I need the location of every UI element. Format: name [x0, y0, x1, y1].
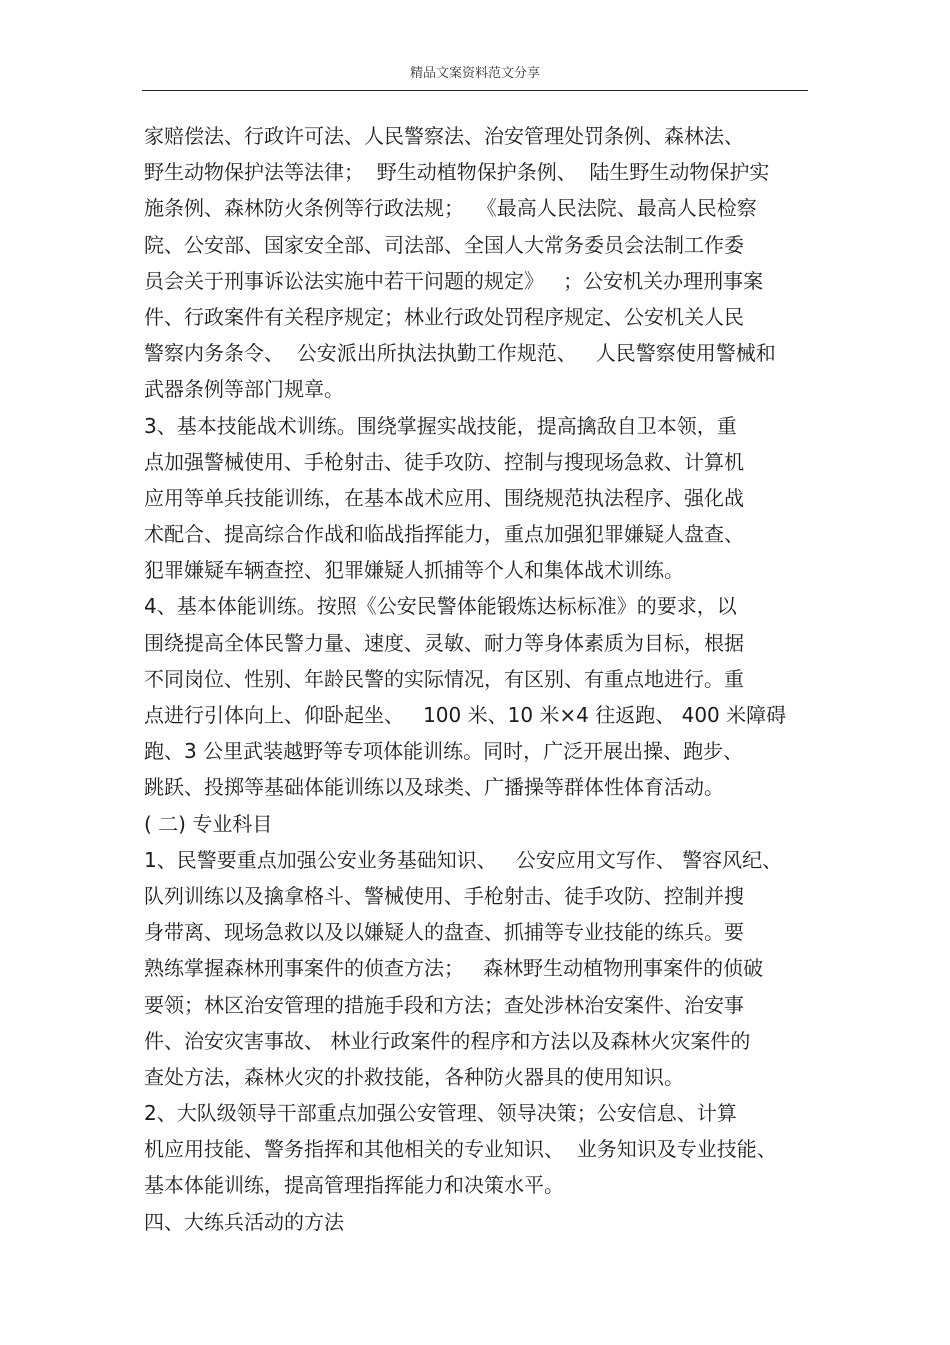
text-line: 基本体能训练，提高管理指挥能力和决策水平。: [144, 1173, 564, 1198]
text-line: 身带离、现场急救以及以嫌疑人的盘查、抓捕等专业技能的练兵。要: [144, 920, 744, 945]
text-line: 件、行政案件有关程序规定；林业行政处罚程序规定、公安机关人民: [144, 304, 744, 329]
text-line: 跑、3 公里武装越野等专项体能训练。同时，广泛开展出操、跑步、: [144, 739, 744, 764]
text-line: 点进行引体向上、仰卧起坐、 100 米、10 米×4 往返跑、 400 米障碍: [144, 703, 787, 727]
text-line: 应用等单兵技能训练，在基本战术应用、围绕规范执法程序、强化战: [144, 485, 744, 510]
text-line: 围绕提高全体民警力量、速度、灵敏、耐力等身体素质为目标，根据: [144, 630, 744, 655]
section-item-2: 2、大队级领导干部重点加强公安管理、领导决策；公安信息、计算: [144, 1101, 737, 1126]
text-line: 不同岗位、性别、年龄民警的实际情况，有区别、有重点地进行。重: [144, 666, 744, 691]
section-item-3: 3、基本技能战术训练。围绕掌握实战技能，提高擒敌自卫本领，重: [144, 413, 737, 438]
text-line: 件、治安灾害事故、 林业行政案件的程序和方法以及森林火灾案件的: [144, 1028, 751, 1053]
text-line: 要领；林区治安管理的措施手段和方法；查处涉林治安案件、治安事: [144, 992, 744, 1017]
text-line: 员会关于刑事诉讼法实施中若干问题的规定》 ；公安机关办理刑事案: [144, 268, 764, 293]
text-line: 跳跃、投掷等基础体能训练以及球类、广播操等群体性体育活动。: [144, 775, 724, 800]
section-item-1: 1、民警要重点加强公安业务基础知识、 公安应用文写作、 警容风纪、: [144, 847, 783, 872]
section-item-4: 4、基本体能训练。按照《公安民警体能锻炼达标标准》的要求，以: [144, 594, 737, 619]
section-heading: 四、大练兵活动的方法: [144, 1209, 344, 1234]
page-header: 精品文案资料范文分享: [409, 66, 540, 81]
text-line: 机应用技能、警务指挥和其他相关的专业知识、 业务知识及专业技能、: [144, 1137, 777, 1162]
text-line: 家赔偿法、行政许可法、人民警察法、治安管理处罚条例、森林法、: [144, 124, 744, 148]
text-line: 熟练掌握森林刑事案件的侦查方法； 森林野生动植物刑事案件的侦破: [144, 956, 764, 981]
text-line: 警察内务条令、 公安派出所执法执勤工作规范、 人民警察使用警械和: [144, 341, 776, 366]
text-line: 犯罪嫌疑车辆查控、犯罪嫌疑人抓捕等个人和集体战术训练。: [144, 558, 684, 583]
text-line: 院、公安部、国家安全部、司法部、全国人大常务委员会法制工作委: [144, 232, 744, 257]
text-line: 队列训练以及擒拿格斗、警械使用、手枪射击、徒手攻防、控制并搜: [144, 883, 744, 908]
text-line: 点加强警械使用、手枪射击、徒手攻防、控制与搜现场急救、计算机: [144, 449, 744, 474]
document-body: [144, 118, 809, 1240]
header-divider: [142, 90, 808, 91]
text-line: 施条例、森林防火条例等行政法规； 《最高人民法院、最高人民检察: [144, 196, 757, 221]
text-line: 术配合、提高综合作战和临战指挥能力，重点加强犯罪嫌疑人盘查、: [144, 522, 744, 547]
text-line: 查处方法，森林火灾的扑救技能，各种防火器具的使用知识。: [144, 1064, 684, 1089]
text-line: 武器条例等部门规章。: [144, 377, 344, 402]
subsection-heading: ( 二) 专业科目: [144, 811, 273, 836]
text-line: 野生动物保护法等法律； 野生动植物保护条例、 陆生野生动物保护实: [144, 160, 770, 185]
